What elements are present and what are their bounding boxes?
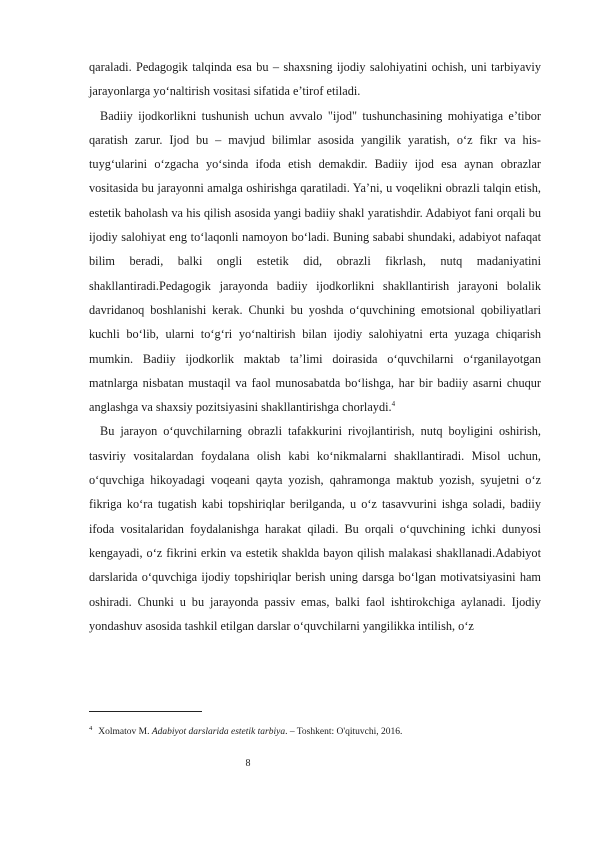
page-number: 8 [245, 758, 251, 769]
footnote [89, 722, 541, 739]
footnote-title: Adabiyot darslarida estetik tarbiya [151, 727, 286, 738]
body-text [89, 55, 541, 638]
footnote-author: Xolmatov M. [98, 727, 150, 738]
paragraph-text: Badiiy ijodkorlikni tushunish uchun avvalo "ijod" tushunchasining mohiyatiga e’tibor qaratish zarur. Ijod bu – mavjud bilimlar asosida yangilik yaratish, o‘z fikr va his-tuyg‘ularini o‘zgacha yo‘sinda ifoda etish demakdir. Badiiy ijod esa aynan obrazlar vositasida bu jarayonni amalga oshirishga qaratiladi. Ya’ni, u voqelikni obrazli talqin etish, estetik baholash va his qilish asosida yangi badiiy shakl yaratishdir. Adabiyot fani orqali bu ijodiy salohiyat eng to‘laqonli namoyon bo‘ladi. Buning sababi shundaki, adabiyot nafaqat bilim beradi, balki ongli estetik did, obrazli fikrlash, nutq madaniyatini shakllantiradi.Pedagogik jarayonda badiiy ijodkorlikni shakllantirish jarayoni bolalik davridanoq boshlanishi kerak. Chunki bu yoshda o‘quvchining emotsional qobiliyatlari kuchli bo‘lib, ularni to‘g‘ri yo‘naltirish bilan ijodiy salohiyatni erta yuzaga chiqarish mumkin. Badiiy ijodkorlik maktab ta’limi doirasida o‘quvchilarni o‘rganilayotgan matnlarga nisbatan mustaqil va faol munosabatda bo‘lishga, har bir badiiy asarni chuqur anglashga va shaxsiy pozitsiyasini shakllantirishga chorlaydi. [89, 108, 541, 415]
footnote-publication: . – Toshkent: O'qituvchi, 2016. [285, 727, 403, 738]
paragraph [89, 104, 541, 420]
footnote-reference[interactable]: 4 [391, 400, 396, 409]
paragraph: Bu jarayon o‘quvchilarning obrazli tafakkurini rivojlantirish, nutq boyligini oshirish, tasviriy vositalardan foydalana olish kabi ko‘nikmalarni shakllantiradi. Misol uchun, o‘quvchiga hikoyadagi voqeani qayta yozish, qahramonga maktub yozish, syujetni o‘z fikriga ko‘ra tugatish kabi topshiriqlar berilganda, u o‘z tasavvurini ishga soladi, badiiy ifoda vositalaridan foydalanishga harakat qiladi. Bu orqali o‘quvchining ichki dunyosi kengayadi, o‘z fikrini erkin va estetik shaklda bayon qilish malakasi shakllanadi.Adabiyot darslarida o‘quvchiga ijodiy topshiriqlar berish uning darsga bo‘lgan motivatsiyasini ham oshiradi. Chunki u bu jarayonda passiv emas, balki faol ishtirokchiga aylanadi. Ijodiy yondashuv asosida tashkil etilgan darslar o‘quvchilarni yangilikka intilish, o‘z [89, 424, 541, 633]
footnote-separator [89, 711, 202, 712]
footnote-mark: 4 [89, 725, 93, 732]
paragraph-continued: qaraladi. Pedagogik talqinda esa bu – shaxsning ijodiy salohiyatini ochish, uni tarbiyaviy jarayonlarga yo‘naltirish vositasi sifatida e’tirof etiladi. [89, 60, 541, 99]
